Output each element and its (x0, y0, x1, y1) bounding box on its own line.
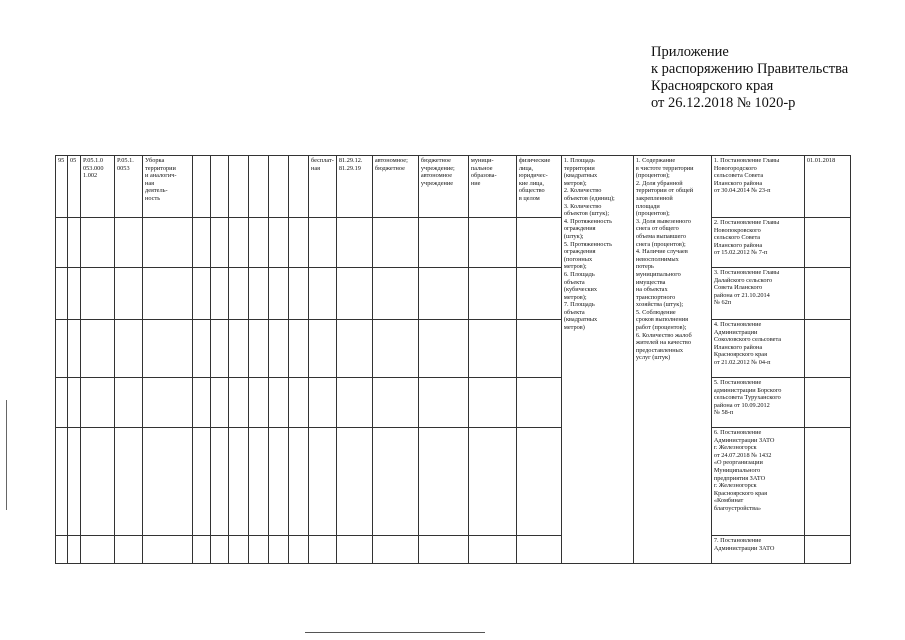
margin-mark (6, 400, 7, 510)
effective-date: 01.01.2018 (804, 156, 850, 218)
legal-act-1: 1. Постановление Главы Новогородского сельсовета Совета Иланского района от 30.04.2014 № 23-п (711, 156, 804, 218)
row-number: 95 (56, 156, 68, 218)
legal-act-6: 6. Постановление Администрации ЗАТО г. Железногорск от 24.07.2018 № 1432 «О реорганизации Муниципального предприятия ЗАТО г. Железногорск Красноярского края «Комбинат благоустройства» (711, 428, 804, 536)
okved-codes: 81.29.12. 81.29.19 (336, 156, 372, 218)
appendix-header (651, 44, 848, 112)
header-line-3: Красноярского края (651, 78, 774, 94)
footer-line (305, 632, 485, 633)
municipal-entity: муници- пальное образова- ние (468, 156, 516, 218)
registry-code-1: Р.05.1.0 053.000 1.002 (81, 156, 115, 218)
quality-indicators: 1. Содержание в чистоте территории (процентов); 2. Доля убранной территории от общей закрепленной площади (процентов); 3. Доля вывезенного снега от общего объема выпавшего снега (процентов); 4. Наличие случаев невосполнимых потерь муниципального имущества на объектах транспортного хозяйства (штук); 5. Соблюдение сроков выполнения работ (процентов); 6. Количество жалоб жителей на качество предоставленных услуг (штук) (633, 156, 711, 564)
legal-act-2: 2. Постановление Главы Новопокровского сельского Совета Иланского района от 15.02.2012 № 7-п (711, 218, 804, 268)
legal-act-5: 5. Постановление администрации Борского сельсовета Туруханского района от 10.09.2012 № 58-п (711, 378, 804, 428)
service-name: Уборка территории и аналогич- ная деятель- ность (143, 156, 193, 218)
header-line-2: к распоряжению Правительства (651, 61, 849, 77)
consumer-categories: физические лица, юридичес- кие лица, общество в целом (516, 156, 561, 218)
legal-act-4: 4. Постановление Администрации Соколовского сельсовета Иланского района Красноярского края от 21.02.2012 № 04-п (711, 320, 804, 378)
provider-type: бюджетное учреждение; автономное учреждение (418, 156, 468, 218)
section-code: 05 (68, 156, 81, 218)
registry-code-2: Р.05.1. 0053 (115, 156, 143, 218)
payment-type: бесплат- ная (309, 156, 337, 218)
header-line-4: от 26.12.2018 № 1020-р (651, 95, 796, 111)
institution-type: автономное; бюджетное (372, 156, 418, 218)
services-table (55, 155, 851, 564)
header-line-1: Приложение (651, 44, 729, 60)
legal-act-3: 3. Постановление Главы Далайского сельского Совета Иланского района от 21.10.2014 № 62п (711, 268, 804, 320)
legal-act-7: 7. Постановление Администрации ЗАТО (711, 536, 804, 564)
volume-indicators: 1. Площадь территории (квадратных метров); 2. Количество объектов (единиц); 3. Количество объектов (штук); 4. Протяженность ограждения (штук); 5. Протяженность ограждения (погонных метров); 6. Площадь объекта (кубических метров); 7. Площадь объекта (квадратных метров) (561, 156, 633, 564)
